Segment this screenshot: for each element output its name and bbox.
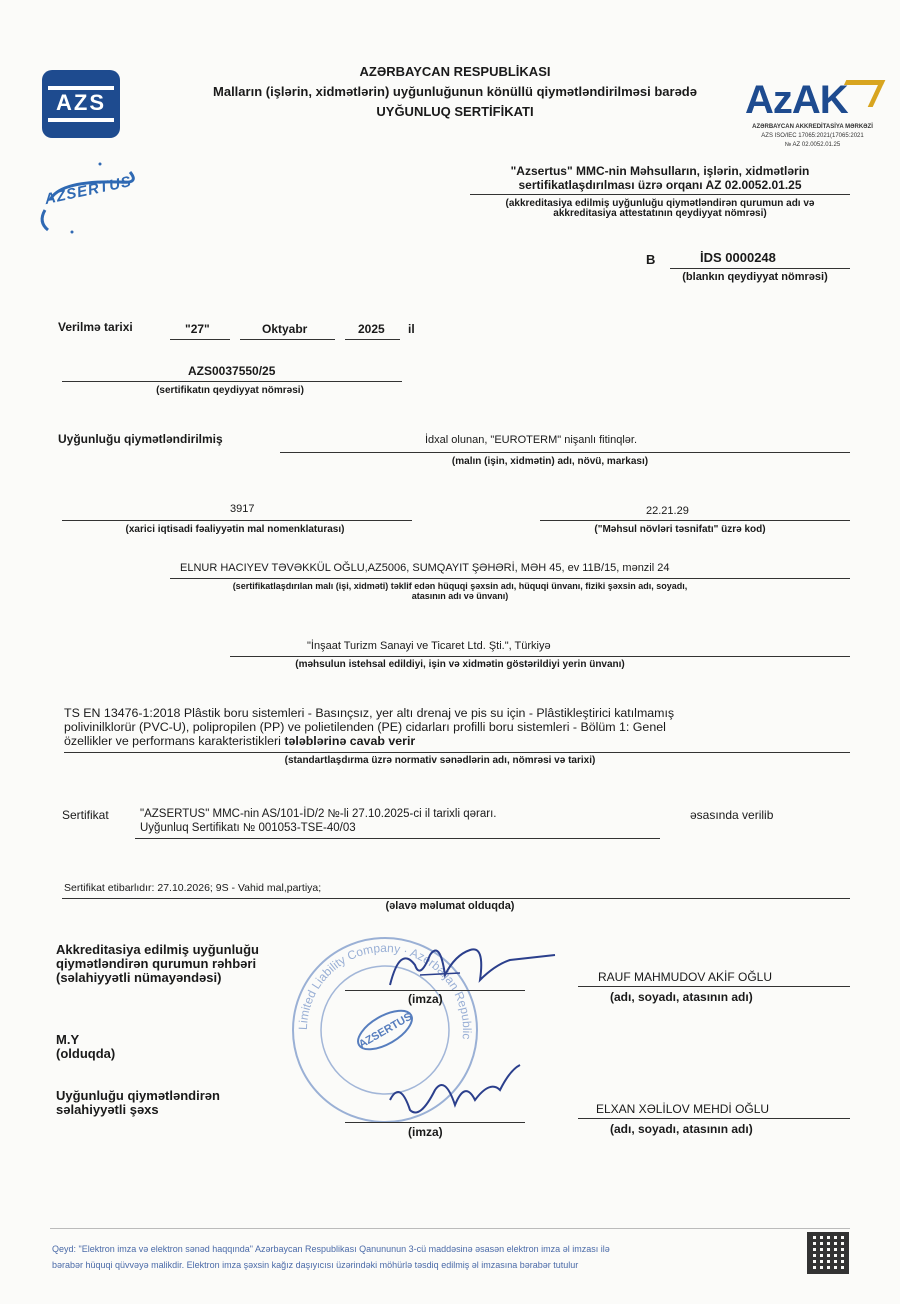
manufacturer-value: "İnşaat Turizm Sanayi ve Ticaret Ltd. Şti.", Türkiyə [307,640,551,652]
issue-month-underline [240,339,335,340]
standard-line3-text: özellikler ve performans karakteristikleri [64,734,281,748]
product-caption: (malın (işin, xidmətin) adı, növü, markası) [451,456,649,467]
azs-logo-text: AZS [56,90,106,115]
blank-caption: (blankın qeydiyyat nömrəsi) [682,271,828,283]
expert-sign-caption: (imza) [408,1125,443,1139]
issue-day: "27" [185,322,210,336]
footer-line2: bərabər hüquqi qüvvəyə malikdir. Elektron imza şəxsin kağız daşıyıcısı üzərindəki möhürlə təsdiq edilmiş əl imzasına bərabər tutulur [52,1260,579,1270]
head-sign-underline [345,990,525,991]
product-underline [280,452,850,453]
applicant-caption1: (sertifikatlaşdırılan malı (işi, xidməti) təklif edən hüquqi şəxsin adı, hüquqi ünvanı, fiziki şəxsin adı, soyadı, [232,581,688,591]
blank-number: İDS 0000248 [700,250,776,265]
organ-caption2: akkreditasiya attestatının qeydiyyat nömrəsi) [553,208,767,219]
basis-line2: Uyğunluq Sertifikatı № 001053-TSE-40/03 [140,822,356,834]
head-name-underline [578,986,850,987]
stamp-label-line1: M.Y [56,1032,80,1047]
class-code-underline [540,520,850,521]
issue-day-underline [170,339,230,340]
class-code-value: 22.21.29 [646,505,689,517]
applicant-underline [170,578,850,579]
organ-line1: "Azsertus" MMC-nin Məhsulların, işlərin, xidmətlərin [510,164,810,178]
head-signature-icon [360,935,560,1005]
expert-name: ELXAN XƏLİLOV MEHDİ OĞLU [596,1102,770,1116]
azsertus-logo-text: AZSERTUS [43,172,134,209]
issue-month: Oktyabr [262,322,308,336]
certificate-subtitle: Malların (işlərin, xidmətlərin) uyğunluğunun könüllü qiymətləndirilməsi barədə [213,84,697,99]
azak-line2: AZS ISO/IEC 17065:2021(17065:2021 [761,133,864,139]
applicant-value: ELNUR HACIYEV TƏVƏKKÜL OĞLU,AZ5006, SUMQAYIT ŞƏHƏRİ, MƏH 45, ev 11B/15, mənzil 24 [180,562,670,574]
certificate-reg-number: AZS0037550/25 [188,364,276,378]
hs-code-value: 3917 [230,503,255,515]
issue-year-underline [345,339,400,340]
hs-code-underline [62,520,412,521]
azak-line3: № AZ 02.0052.01.25 [784,142,841,148]
head-label-line3: (səlahiyyətli nümayəndəsi) [56,970,222,985]
basis-label: Sertifikat [62,808,109,822]
product-label: Uyğunluğu qiymətləndirilmiş [58,432,223,446]
reg-number-underline [62,381,402,382]
head-name-caption: (adı, soyadı, atasının adı) [610,990,753,1004]
organ-line2: sertifikatlaşdırılması üzrə orqanı AZ 02.0052.01.25 [518,178,802,192]
certificate-title: UYĞUNLUQ SERTİFİKATI [376,104,534,119]
hs-code-caption: (xarici iqtisadi fəaliyyətin mal nomenklaturası) [125,524,345,535]
expert-signature-icon [380,1060,530,1130]
standard-compliance-text: tələblərinə cavab verir [284,734,416,748]
republic-title: AZƏRBAYCAN RESPUBLİKASI [359,64,551,79]
footer-divider [50,1228,850,1229]
azak-logo-text: AzAK [745,78,848,122]
expert-name-underline [578,1118,850,1119]
expert-label-line2: səlahiyyətli şəxs [56,1102,159,1117]
head-label-line2: qiymətləndirən qurumun rəhbəri [56,956,257,971]
stamp-ring-text: Limited Liability Company · Azerbaijan Republic [295,940,475,1040]
blank-series: B [646,252,656,267]
standard-underline [64,752,850,753]
azsertus-logo [30,160,150,240]
blank-underline [670,268,850,269]
extra-value: Sertifikat etibarlıdır: 27.10.2026; 9S - Vahid mal,partiya; [64,882,322,894]
product-value: İdxal olunan, "EUROTERM" nişanlı fitinqlər. [425,434,638,446]
footer-line1: Qeyd: "Elektron imza və elektron sənəd haqqında" Azərbaycan Respublikası Qanununun 3-cü maddəsinə əsasən elektron imza əl imzası ilə [52,1244,610,1254]
manufacturer-underline [230,656,850,657]
organ-underline [470,194,850,195]
stamp-label-line2: (olduqda) [56,1046,116,1061]
standard-line2: polivinilklorür (PVC-U), polipropilen (PP) ve polietilenden (PE) cidarları profilli boru sistemleri - Bölüm 1: Genel [64,720,666,734]
standard-line3 [64,734,415,748]
head-label-line1: Akkreditasiya edilmiş uyğunluğu [56,942,259,957]
standard-line1: TS EN 13476-1:2018 Plâstik boru sistemleri - Basınçsız, yer altı drenaj ve pis su için - Plâstikleştirici katılmamış [64,706,675,720]
basis-line1: "AZSERTUS" MMC-nin AS/101-İD/2 №-li 27.10.2025-ci il tarixli qərarı. [140,808,497,820]
organ-caption1: (akkreditasiya edilmiş uyğunluğu qiymətləndirən qurumun adı və [505,198,815,209]
manufacturer-caption: (məhsulun istehsal edildiyi, işin və xidmətin göstərildiyi yerin ünvanı) [295,659,625,670]
issue-year: 2025 [358,322,385,336]
basis-suffix: əsasında verilib [690,808,774,822]
extra-underline [62,898,850,899]
basis-underline [135,838,660,839]
standard-caption: (standartlaşdırma üzrə normativ sənədlərin adı, nömrəsi və tarixi) [284,755,596,766]
head-name: RAUF MAHMUDOV AKİF OĞLU [598,970,773,984]
issue-date-label: Verilmə tarixi [58,320,133,334]
applicant-caption2: atasının adı və ünvanı) [411,591,509,601]
issue-year-suffix: il [408,322,415,336]
azak-line1: AZƏRBAYCAN AKKREDİTASİYA MƏRKƏZİ [752,124,873,130]
reg-number-caption: (sertifikatın qeydiyyat nömrəsi) [156,385,304,396]
expert-label-line1: Uyğunluğu qiymətləndirən [56,1088,220,1103]
head-sign-caption: (imza) [408,992,443,1006]
qr-code-icon[interactable] [807,1232,849,1274]
extra-caption: (əlavə məlumat olduqda) [385,900,515,912]
expert-name-caption: (adı, soyadı, atasının adı) [610,1122,753,1136]
expert-sign-underline [345,1122,525,1123]
stamp-center-text: AZSERTUS [356,1010,415,1051]
class-code-caption: ("Məhsul növləri təsnifatı" üzrə kod) [594,524,766,535]
